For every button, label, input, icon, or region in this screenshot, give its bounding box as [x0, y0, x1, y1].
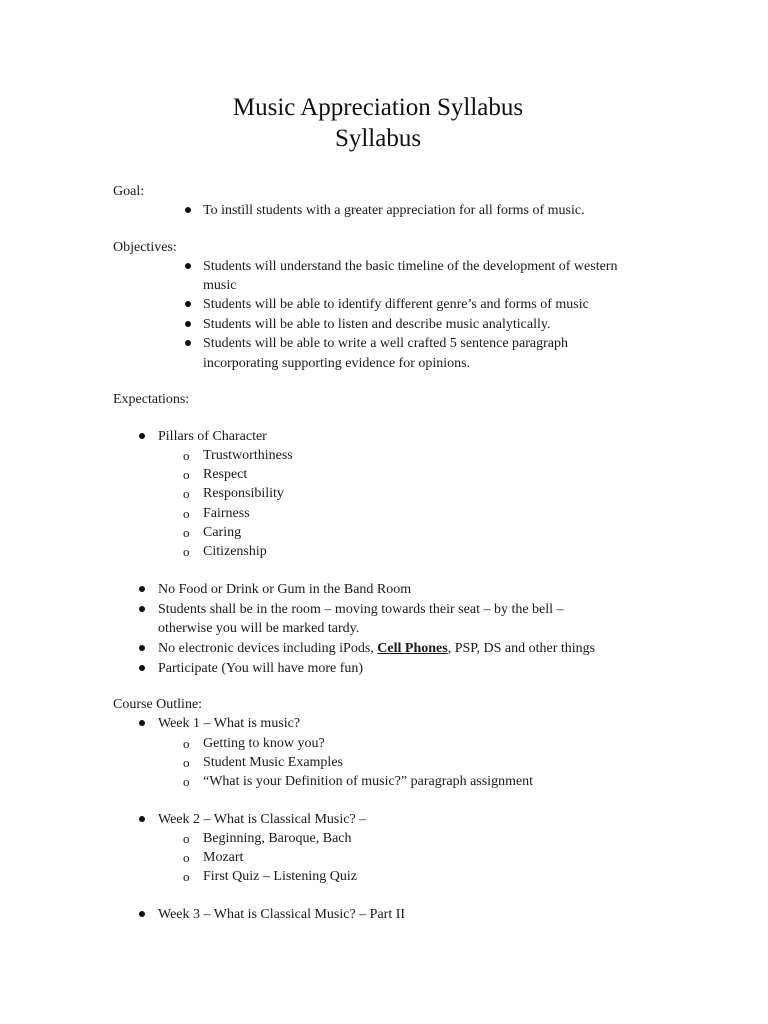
bullet-icon	[139, 911, 145, 917]
sub-bullet-icon: o	[183, 850, 190, 865]
goal-item: To instill students with a greater appreciation for all forms of music.	[203, 203, 585, 218]
expectations-heading: Expectations:	[113, 392, 190, 407]
sub-bullet-icon: o	[183, 467, 190, 482]
bullet-icon	[185, 321, 191, 327]
bullet-icon	[185, 263, 191, 269]
bullet-icon	[139, 645, 145, 651]
week-topic: “What is your Definition of music?” paragraph assignment	[203, 774, 534, 789]
bullet-icon	[185, 301, 191, 307]
week-topic: Beginning, Baroque, Bach	[203, 831, 352, 846]
sub-bullet-icon: o	[183, 486, 190, 501]
pillar-item: Citizenship	[203, 544, 267, 559]
bullet-icon	[139, 665, 145, 671]
rule-item: Students shall be in the room – moving towards their seat – by the bell –	[158, 602, 564, 617]
bullet-icon	[139, 433, 145, 439]
week-item: Week 1 – What is music?	[158, 716, 301, 731]
bullet-icon	[139, 606, 145, 612]
objective-item: Students will be able to write a well crafted 5 sentence paragraph	[203, 336, 569, 351]
pillar-item: Responsibility	[203, 486, 284, 501]
rule-item-continued: otherwise you will be marked tardy.	[158, 621, 360, 636]
devices-text-end: , PSP, DS and other things	[447, 641, 596, 656]
bullet-icon	[139, 816, 145, 822]
sub-bullet-icon: o	[183, 506, 190, 521]
week-topic: Student Music Examples	[203, 755, 343, 770]
sub-bullet-icon: o	[183, 544, 190, 559]
week-topic: Mozart	[203, 850, 244, 865]
bullet-icon	[185, 207, 191, 213]
pillar-item: Trustworthiness	[203, 448, 293, 463]
devices-text-start: No electronic devices including iPods,	[158, 641, 378, 656]
sub-bullet-icon: o	[183, 869, 190, 884]
document-title: Music Appreciation Syllabus	[232, 94, 524, 121]
sub-bullet-icon: o	[183, 774, 190, 789]
rule-item: No Food or Drink or Gum in the Band Room	[158, 582, 412, 597]
bullet-icon	[139, 586, 145, 592]
goal-heading: Goal:	[113, 184, 145, 199]
pillar-item: Respect	[203, 467, 248, 482]
sub-bullet-icon: o	[183, 755, 190, 770]
objectives-heading: Objectives:	[113, 240, 177, 255]
week-topic: Getting to know you?	[203, 736, 325, 751]
pillars-label: Pillars of Character	[158, 429, 267, 444]
course-outline-heading: Course Outline:	[113, 697, 203, 712]
sub-bullet-icon: o	[183, 525, 190, 540]
objective-item-continued: incorporating supporting evidence for opinions.	[203, 356, 471, 371]
sub-bullet-icon: o	[183, 448, 190, 463]
objective-item: Students will understand the basic timeline of the development of western	[203, 259, 618, 274]
objective-item-continued: music	[203, 278, 237, 293]
pillar-item: Caring	[203, 525, 242, 540]
week-topic: First Quiz – Listening Quiz	[203, 869, 357, 884]
rule-item-devices	[158, 639, 595, 658]
sub-bullet-icon: o	[183, 736, 190, 751]
week-item: Week 3 – What is Classical Music? – Part II	[158, 907, 406, 922]
sub-bullet-icon: o	[183, 831, 190, 846]
pillar-item: Fairness	[203, 506, 250, 521]
objective-item: Students will be able to listen and describe music analytically.	[203, 317, 551, 332]
objective-item: Students will be able to identify different genre’s and forms of music	[203, 297, 589, 312]
bullet-icon	[185, 340, 191, 346]
document-subtitle: Syllabus	[334, 125, 422, 152]
week-item: Week 2 – What is Classical Music? –	[158, 812, 367, 827]
rule-item: Participate (You will have more fun)	[158, 661, 364, 676]
cell-phones-emphasis: Cell Phones	[377, 641, 448, 656]
bullet-icon	[139, 720, 145, 726]
